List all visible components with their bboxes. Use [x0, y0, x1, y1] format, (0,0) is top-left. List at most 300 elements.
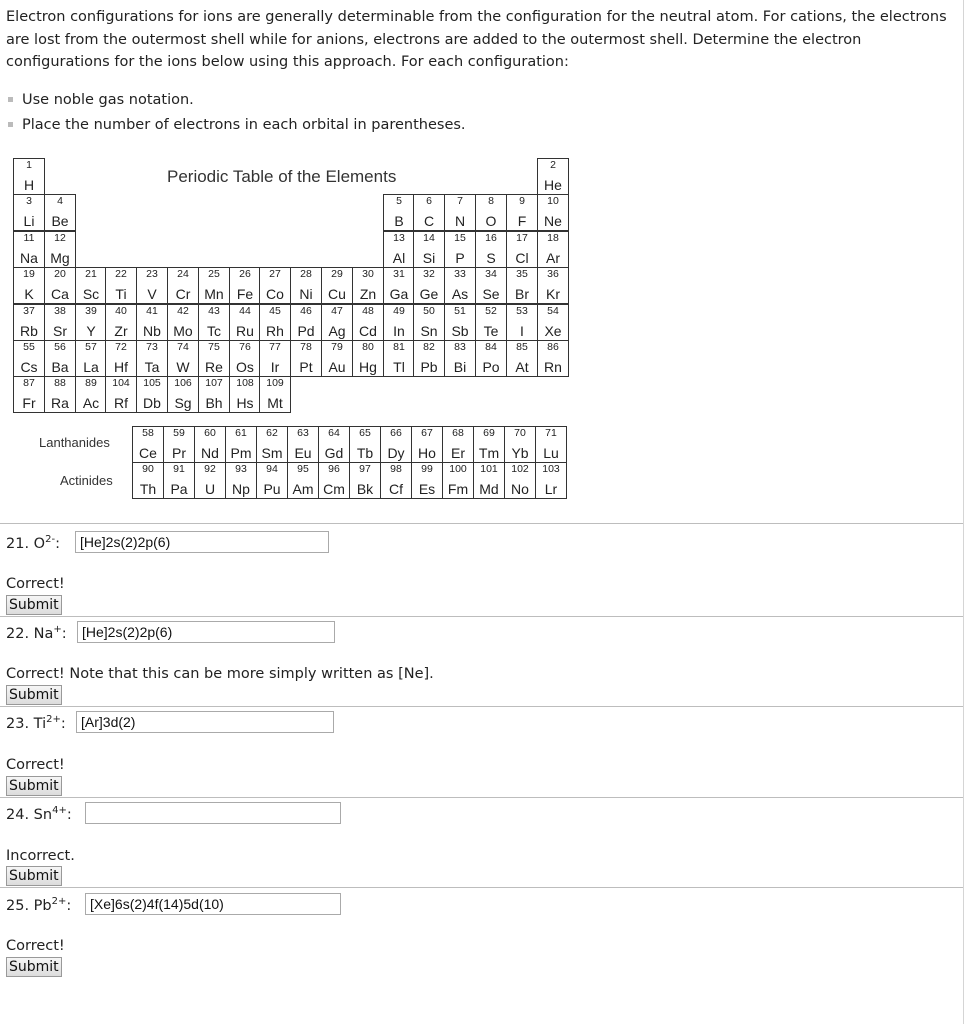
element-cell-no	[504, 462, 536, 499]
element-symbol: C	[423, 213, 435, 229]
submit-button-22[interactable]: Submit	[6, 685, 62, 705]
atomic-number: 43	[208, 305, 220, 317]
element-symbol: Ba	[51, 359, 69, 375]
element-symbol: Zr	[114, 323, 128, 339]
element-symbol: No	[511, 481, 529, 497]
element-cell-bk	[349, 462, 381, 499]
atomic-number: 106	[174, 377, 192, 389]
atomic-number: 66	[390, 427, 402, 439]
atomic-number: 77	[269, 341, 281, 353]
separator	[0, 616, 963, 617]
element-symbol: Pr	[172, 445, 186, 461]
element-symbol: Eu	[294, 445, 312, 461]
element-symbol: Co	[266, 286, 284, 302]
answer-input-25[interactable]	[85, 893, 341, 915]
element-symbol: Nd	[201, 445, 219, 461]
element-cell-eu	[287, 426, 319, 463]
element-cell-tl	[383, 340, 415, 377]
element-symbol: Rb	[20, 323, 38, 339]
element-cell-th	[132, 462, 164, 499]
atomic-number: 46	[300, 305, 312, 317]
element-symbol: Cm	[323, 481, 345, 497]
atomic-number: 89	[85, 377, 97, 389]
element-symbol: Br	[515, 286, 529, 302]
element-cell-pu	[256, 462, 288, 499]
atomic-number: 30	[362, 268, 374, 280]
element-symbol: S	[486, 250, 496, 266]
submit-button-23[interactable]: Submit	[6, 776, 62, 796]
atomic-number: 105	[143, 377, 161, 389]
element-cell-kr	[537, 267, 569, 304]
atomic-number: 95	[297, 463, 309, 475]
ion-charge: 2+	[51, 896, 67, 907]
element-cell-sb	[444, 304, 476, 341]
atomic-number: 31	[393, 268, 405, 280]
element-symbol: Cd	[359, 323, 377, 339]
atomic-number: 63	[297, 427, 309, 439]
element-cell-si	[413, 231, 445, 268]
element-cell-zn	[352, 267, 384, 304]
atomic-number: 35	[516, 268, 528, 280]
element-cell-ar	[537, 231, 569, 268]
element-cell-po	[475, 340, 507, 377]
element-symbol: As	[451, 286, 469, 302]
answer-input-23[interactable]	[76, 711, 334, 733]
element-cell-ce	[132, 426, 164, 463]
feedback-22: Correct! Note that this can be more simply written as [Ne].	[6, 666, 434, 682]
atomic-number: 91	[173, 463, 185, 475]
element-cell-al	[383, 231, 415, 268]
element-symbol: Ge	[419, 286, 439, 302]
intro-text: Electron configurations for ions are generally determinable from the configuration for the neutral atom. For cations, the electrons are lost from the outermost shell while for anions, electrons are added to the outermost shell. Determine the electron configurations for the ions below using this approach. For each configuration:	[6, 9, 947, 70]
element-cell-na	[13, 231, 45, 268]
atomic-number: 7	[457, 195, 463, 207]
element-cell-rh	[259, 304, 291, 341]
element-symbol: Sb	[451, 323, 469, 339]
atomic-number: 10	[547, 195, 559, 207]
atomic-number: 32	[423, 268, 435, 280]
element-cell-rn	[537, 340, 569, 377]
atomic-number: 85	[516, 341, 528, 353]
element-symbol: Tb	[356, 445, 374, 461]
atomic-number: 82	[423, 341, 435, 353]
answer-input-24[interactable]	[85, 802, 341, 824]
ion-symbol: Ti	[33, 715, 47, 732]
element-symbol: Md	[479, 481, 499, 497]
atomic-number: 67	[421, 427, 433, 439]
element-symbol: Np	[232, 481, 250, 497]
element-cell-hs	[229, 376, 261, 413]
element-cell-lr	[535, 462, 567, 499]
element-symbol: Y	[86, 323, 96, 339]
element-cell-mg	[44, 231, 76, 268]
element-symbol: In	[393, 323, 405, 339]
element-cell-cu	[321, 267, 353, 304]
atomic-number: 48	[362, 305, 374, 317]
atomic-number: 16	[485, 232, 497, 244]
atomic-number: 71	[545, 427, 557, 439]
element-symbol: Es	[418, 481, 436, 497]
element-cell-ta	[136, 340, 168, 377]
element-symbol: Pb	[420, 359, 438, 375]
atomic-number: 68	[452, 427, 464, 439]
element-cell-hg	[352, 340, 384, 377]
element-symbol: Mt	[267, 395, 283, 411]
atomic-number: 1	[26, 159, 32, 171]
element-cell-tm	[473, 426, 505, 463]
element-cell-c	[413, 194, 445, 231]
atomic-number: 59	[173, 427, 185, 439]
question-number: 21.	[6, 535, 30, 552]
atomic-number: 17	[516, 232, 528, 244]
atomic-number: 84	[485, 341, 497, 353]
lanthanides-label: Lanthanides	[39, 435, 110, 450]
atomic-number: 57	[85, 341, 97, 353]
atomic-number: 21	[85, 268, 97, 280]
separator	[0, 706, 963, 707]
atomic-number: 58	[142, 427, 154, 439]
submit-button-25[interactable]: Submit	[6, 957, 62, 977]
element-cell-u	[194, 462, 226, 499]
atomic-number: 40	[115, 305, 127, 317]
element-symbol: Si	[422, 250, 436, 266]
atomic-number: 53	[516, 305, 528, 317]
question-number: 23.	[6, 715, 30, 732]
atomic-number: 108	[236, 377, 254, 389]
atomic-number: 60	[204, 427, 216, 439]
element-cell-b	[383, 194, 415, 231]
element-symbol: La	[83, 359, 99, 375]
atomic-number: 15	[454, 232, 466, 244]
element-cell-pt	[290, 340, 322, 377]
element-cell-cm	[318, 462, 350, 499]
element-cell-sn	[413, 304, 445, 341]
element-symbol: Mg	[50, 250, 70, 266]
element-cell-os	[229, 340, 261, 377]
ion-charge: 4+	[52, 805, 67, 816]
element-cell-md	[473, 462, 505, 499]
element-symbol: F	[517, 213, 527, 229]
element-symbol: Cl	[515, 250, 529, 266]
element-cell-p	[444, 231, 476, 268]
element-symbol: Bh	[205, 395, 223, 411]
atomic-number: 4	[57, 195, 63, 207]
element-symbol: Hg	[359, 359, 377, 375]
element-symbol: Mn	[204, 286, 224, 302]
atomic-number: 81	[393, 341, 405, 353]
element-symbol: Ta	[144, 359, 160, 375]
element-cell-ca	[44, 267, 76, 304]
ion-charge: 2+	[46, 714, 61, 725]
element-symbol: Lu	[543, 445, 559, 461]
element-cell-in	[383, 304, 415, 341]
element-cell-tb	[349, 426, 381, 463]
answer-input-21[interactable]	[75, 531, 329, 553]
element-cell-br	[506, 267, 538, 304]
atomic-number: 90	[142, 463, 154, 475]
question-number: 22.	[6, 625, 30, 642]
element-symbol: Cr	[175, 286, 191, 302]
atomic-number: 103	[542, 463, 560, 475]
element-symbol: He	[544, 177, 562, 193]
atomic-number: 26	[239, 268, 251, 280]
atomic-number: 78	[300, 341, 312, 353]
ion-symbol: Na	[33, 625, 54, 642]
element-symbol: B	[394, 213, 404, 229]
atomic-number: 23	[146, 268, 158, 280]
atomic-number: 72	[115, 341, 127, 353]
element-cell-bi	[444, 340, 476, 377]
atomic-number: 98	[390, 463, 402, 475]
atomic-number: 75	[208, 341, 220, 353]
ion-charge: +	[53, 624, 62, 635]
atomic-number: 13	[393, 232, 405, 244]
element-symbol: Pm	[230, 445, 252, 461]
element-cell-re	[198, 340, 230, 377]
atomic-number: 61	[235, 427, 247, 439]
ion-charge: 2-	[45, 534, 56, 545]
atomic-number: 28	[300, 268, 312, 280]
element-symbol: N	[454, 213, 466, 229]
element-symbol: O	[485, 213, 497, 229]
atomic-number: 51	[454, 305, 466, 317]
element-symbol: Zn	[359, 286, 377, 302]
question-25: 25. $Pb^{2+}$: [Xe]6s(2)4f(14)5d(10)	[6, 896, 71, 914]
element-cell-au	[321, 340, 353, 377]
atomic-number: 62	[266, 427, 278, 439]
element-cell-ni	[290, 267, 322, 304]
element-symbol: At	[515, 359, 529, 375]
atomic-number: 56	[54, 341, 66, 353]
element-symbol: Ac	[82, 395, 100, 411]
element-cell-rb	[13, 304, 45, 341]
element-cell-cr	[167, 267, 199, 304]
element-cell-pr	[163, 426, 195, 463]
atomic-number: 47	[331, 305, 343, 317]
atomic-number: 44	[239, 305, 251, 317]
atomic-number: 5	[396, 195, 402, 207]
atomic-number: 55	[23, 341, 35, 353]
atomic-number: 96	[328, 463, 340, 475]
element-symbol: Ar	[546, 250, 560, 266]
element-symbol: V	[147, 286, 157, 302]
feedback-21: Correct!	[6, 576, 65, 592]
element-cell-ac	[75, 376, 107, 413]
element-symbol: Pt	[299, 359, 313, 375]
element-symbol: Db	[143, 395, 161, 411]
element-cell-ra	[44, 376, 76, 413]
atomic-number: 50	[423, 305, 435, 317]
feedback-23: Correct!	[6, 757, 65, 773]
atomic-number: 24	[177, 268, 189, 280]
atomic-number: 104	[112, 377, 130, 389]
element-symbol: Ca	[51, 286, 69, 302]
atomic-number: 2	[550, 159, 556, 171]
element-symbol: Rh	[266, 323, 284, 339]
element-cell-yb	[504, 426, 536, 463]
ion-symbol: O	[33, 535, 46, 552]
atomic-number: 45	[269, 305, 281, 317]
question-24: 24. $Sn^{4+}$:	[6, 805, 72, 823]
element-cell-ga	[383, 267, 415, 304]
element-cell-am	[287, 462, 319, 499]
instruction-item: Place the number of electrons in each orbital in parentheses.	[6, 113, 466, 138]
element-symbol: Ce	[139, 445, 157, 461]
atomic-number: 20	[54, 268, 66, 280]
element-symbol: Mo	[173, 323, 193, 339]
atomic-number: 8	[488, 195, 494, 207]
element-cell-y	[75, 304, 107, 341]
atomic-number: 99	[421, 463, 433, 475]
element-cell-rf	[105, 376, 137, 413]
atomic-number: 18	[547, 232, 559, 244]
element-cell-bh	[198, 376, 230, 413]
element-symbol: Ne	[544, 213, 562, 229]
ion-symbol: Sn	[33, 806, 53, 823]
atomic-number: 9	[519, 195, 525, 207]
element-symbol: Ti	[115, 286, 127, 302]
atomic-number: 69	[483, 427, 495, 439]
element-symbol: Bk	[356, 481, 374, 497]
atomic-number: 87	[23, 377, 35, 389]
element-symbol: Na	[20, 250, 38, 266]
element-cell-la	[75, 340, 107, 377]
atomic-number: 27	[269, 268, 281, 280]
element-cell-sg	[167, 376, 199, 413]
atomic-number: 100	[449, 463, 467, 475]
element-symbol: Sg	[174, 395, 192, 411]
element-cell-se	[475, 267, 507, 304]
ion-symbol: Pb	[33, 897, 52, 914]
question-21: 21. $O^{2-}$: [He]2s(2)2p(6)	[6, 534, 60, 552]
element-symbol: W	[176, 359, 190, 375]
element-symbol: H	[23, 177, 35, 193]
element-symbol: K	[24, 286, 34, 302]
submit-button-24[interactable]: Submit	[6, 866, 62, 886]
element-symbol: I	[520, 323, 524, 339]
atomic-number: 70	[514, 427, 526, 439]
element-cell-mt	[259, 376, 291, 413]
element-cell-sr	[44, 304, 76, 341]
element-symbol: Sm	[261, 445, 283, 461]
element-symbol: Sc	[82, 286, 100, 302]
element-cell-nb	[136, 304, 168, 341]
element-cell-pa	[163, 462, 195, 499]
atomic-number: 37	[23, 305, 35, 317]
element-symbol: Re	[205, 359, 223, 375]
atomic-number: 29	[331, 268, 343, 280]
element-cell-cd	[352, 304, 384, 341]
element-symbol: Au	[328, 359, 346, 375]
element-symbol: Os	[236, 359, 254, 375]
atomic-number: 109	[266, 377, 284, 389]
element-symbol: Bi	[453, 359, 467, 375]
element-cell-dy	[380, 426, 412, 463]
element-symbol: Al	[392, 250, 406, 266]
element-symbol: P	[455, 250, 465, 266]
element-symbol: Rn	[544, 359, 562, 375]
element-symbol: Sr	[53, 323, 67, 339]
element-cell-np	[225, 462, 257, 499]
atomic-number: 83	[454, 341, 466, 353]
periodic-table	[13, 158, 568, 500]
element-symbol: Li	[23, 213, 35, 229]
element-symbol: Lr	[544, 481, 558, 497]
element-symbol: Se	[482, 286, 500, 302]
element-cell-fe	[229, 267, 261, 304]
question-number: 24.	[6, 806, 30, 823]
element-symbol: Gd	[324, 445, 344, 461]
atomic-number: 6	[426, 195, 432, 207]
element-cell-ne	[537, 194, 569, 231]
atomic-number: 3	[26, 195, 32, 207]
atomic-number: 86	[547, 341, 559, 353]
element-cell-fm	[442, 462, 474, 499]
atomic-number: 54	[547, 305, 559, 317]
atomic-number: 36	[547, 268, 559, 280]
element-cell-mo	[167, 304, 199, 341]
element-symbol: Ho	[418, 445, 436, 461]
submit-button-21[interactable]: Submit	[6, 595, 62, 615]
element-cell-k	[13, 267, 45, 304]
element-cell-h	[13, 158, 45, 195]
element-symbol: Dy	[387, 445, 405, 461]
element-symbol: Pd	[297, 323, 315, 339]
separator	[0, 797, 963, 798]
atomic-number: 41	[146, 305, 158, 317]
element-symbol: Th	[139, 481, 157, 497]
atomic-number: 65	[359, 427, 371, 439]
element-symbol: Fe	[236, 286, 254, 302]
element-cell-sc	[75, 267, 107, 304]
element-cell-er	[442, 426, 474, 463]
element-cell-at	[506, 340, 538, 377]
actinides-label: Actinides	[60, 473, 113, 488]
feedback-24: Incorrect.	[6, 848, 75, 864]
element-cell-n	[444, 194, 476, 231]
element-symbol: Ra	[51, 395, 69, 411]
element-cell-ti	[105, 267, 137, 304]
element-symbol: Nb	[143, 323, 161, 339]
element-symbol: Fm	[447, 481, 469, 497]
atomic-number: 49	[393, 305, 405, 317]
element-cell-fr	[13, 376, 45, 413]
element-symbol: Rf	[114, 395, 128, 411]
element-symbol: Cs	[20, 359, 38, 375]
element-cell-ag	[321, 304, 353, 341]
element-symbol: U	[204, 481, 216, 497]
element-symbol: Xe	[544, 323, 562, 339]
atomic-number: 11	[23, 232, 35, 244]
atomic-number: 52	[485, 305, 497, 317]
atomic-number: 88	[54, 377, 66, 389]
atomic-number: 97	[359, 463, 371, 475]
separator	[0, 523, 963, 524]
element-cell-s	[475, 231, 507, 268]
answer-input-22[interactable]	[77, 621, 335, 643]
element-symbol: Ga	[389, 286, 409, 302]
element-cell-ir	[259, 340, 291, 377]
element-symbol: Ag	[328, 323, 346, 339]
atomic-number: 76	[239, 341, 251, 353]
element-symbol: Ir	[270, 359, 280, 375]
atomic-number: 102	[511, 463, 529, 475]
element-symbol: Tl	[393, 359, 405, 375]
element-symbol: Er	[451, 445, 465, 461]
element-cell-o	[475, 194, 507, 231]
atomic-number: 80	[362, 341, 374, 353]
element-cell-pm	[225, 426, 257, 463]
